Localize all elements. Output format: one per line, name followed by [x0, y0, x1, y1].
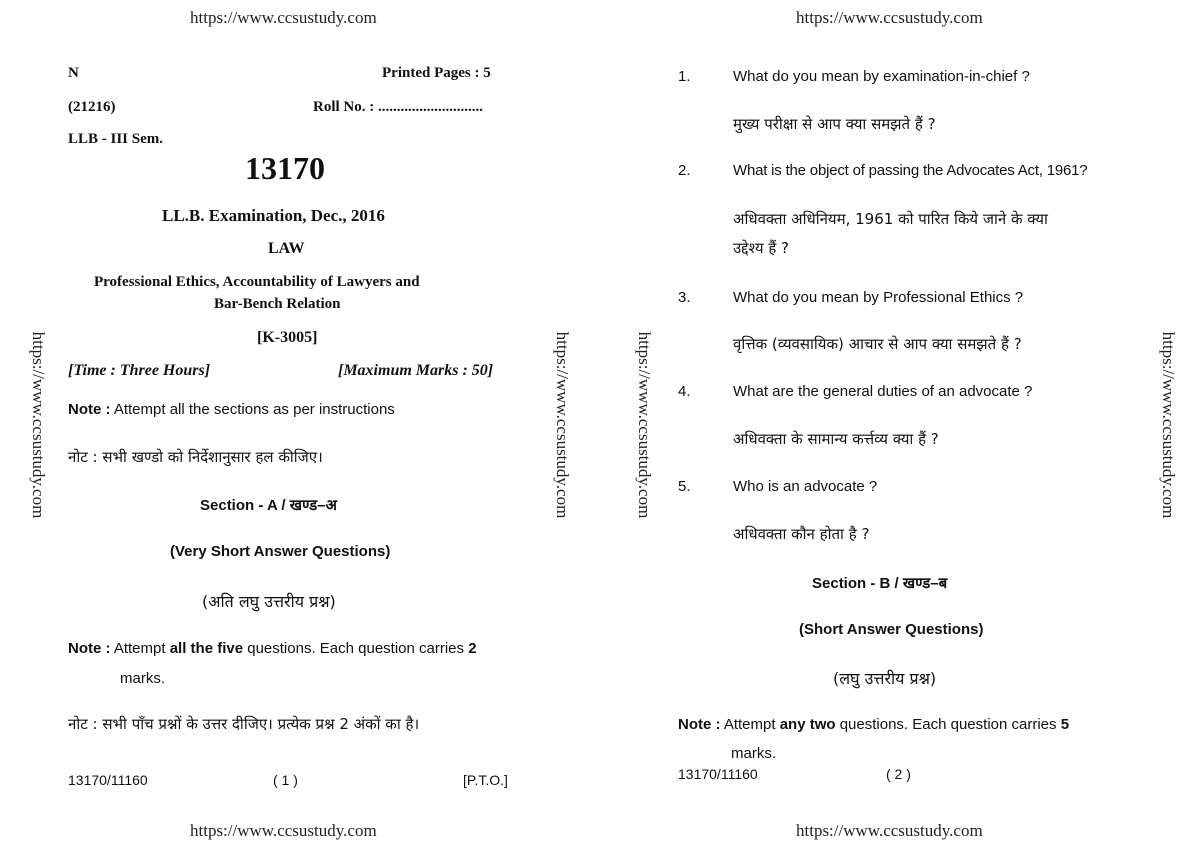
section-a-heading: Section - A / खण्ड–अ: [200, 497, 337, 514]
watermark-vertical-right-1: https://www.ccsustudy.com: [635, 331, 654, 519]
section-a-subheading: (Very Short Answer Questions): [170, 543, 391, 560]
paper-title-line1: Professional Ethics, Accountability of Lawyers and: [94, 274, 420, 290]
watermark-top-left: https://www.ccsustudy.com: [190, 8, 377, 27]
section-a-subheading-hindi: (अति लघु उत्तरीय प्रश्न): [202, 592, 336, 611]
footer-page-number: ( 1 ): [273, 772, 298, 788]
question-2-hindi-line1: अधिवक्ता अधिनियम, 1961 को पारित किये जाने के क्या: [733, 210, 1048, 228]
question-3-text: What do you mean by Professional Ethics ?: [733, 289, 1024, 306]
general-note-hindi: नोट : सभी खण्डो को निर्देशानुसार हल कीजिए।: [68, 448, 323, 466]
paper-code: [K-3005]: [257, 329, 318, 346]
question-4-text: What are the general duties of an advocate ?: [733, 383, 1033, 400]
watermark-bottom-right: https://www.ccsustudy.com: [796, 821, 983, 840]
question-5-number: 5.: [678, 478, 691, 495]
question-3-number: 3.: [678, 289, 691, 306]
section-a-note-cont: marks.: [120, 670, 165, 687]
max-marks: [Maximum Marks : 50]: [338, 362, 494, 379]
section-a-note-hindi: नोट : सभी पाँच प्रश्नों के उत्तर दीजिए। प्रत्येक प्रश्न 2 अंकों का है।: [68, 715, 420, 733]
question-5-text: Who is an advocate ?: [733, 478, 878, 495]
watermark-top-right: https://www.ccsustudy.com: [796, 8, 983, 27]
roll-no: Roll No. : ............................: [313, 99, 483, 115]
question-1-text: What do you mean by examination-in-chief ?: [733, 68, 1030, 85]
paper-title-line2: Bar-Bench Relation: [214, 296, 341, 312]
question-1-hindi: मुख्य परीक्षा से आप क्या समझते हैं ?: [733, 115, 936, 133]
question-5-hindi: अधिवक्ता कौन होता है ?: [733, 525, 870, 543]
question-1-number: 1.: [678, 68, 691, 85]
semester: LLB - III Sem.: [68, 131, 164, 147]
footer-code: 13170/11160: [68, 772, 148, 788]
printed-pages: Printed Pages : 5: [382, 65, 491, 81]
subject: LAW: [268, 240, 305, 257]
watermark-bottom-left: https://www.ccsustudy.com: [190, 821, 377, 840]
footer-code-2: 13170/11160: [678, 766, 758, 782]
paper-code-number: (21216): [68, 99, 116, 115]
general-note: Note : Attempt all the sections as per instructions: [68, 401, 395, 418]
watermark-vertical-right-2: https://www.ccsustudy.com: [1159, 331, 1178, 519]
question-2-hindi-line2: उद्देश्य हैं ?: [733, 239, 790, 257]
question-4-hindi: अधिवक्ता के सामान्य कर्त्तव्य क्या हैं ?: [733, 430, 939, 448]
exam-title: LL.B. Examination, Dec., 2016: [162, 206, 385, 225]
question-2-number: 2.: [678, 162, 691, 179]
series-letter: N: [68, 65, 79, 81]
question-3-hindi: वृत्तिक (व्यवसायिक) आचार से आप क्या समझते हैं ?: [733, 335, 1022, 353]
question-4-number: 4.: [678, 383, 691, 400]
section-b-subheading-hindi: (लघु उत्तरीय प्रश्न): [833, 669, 937, 688]
watermark-vertical-left-2: https://www.ccsustudy.com: [553, 331, 572, 519]
paper-number: 13170: [245, 150, 325, 186]
question-2-text: What is the object of passing the Advocates Act, 1961?: [733, 162, 1088, 179]
section-a-note: Note : Attempt all the five questions. Each question carries 2: [68, 640, 477, 657]
footer-page-number-2: ( 2 ): [886, 766, 911, 782]
footer-pto: [P.T.O.]: [463, 772, 508, 788]
time-allowed: [Time : Three Hours]: [68, 362, 211, 379]
section-b-heading: Section - B / खण्ड–ब: [812, 575, 948, 592]
section-b-note: Note : Attempt any two questions. Each question carries 5: [678, 716, 1070, 733]
watermark-vertical-left-1: https://www.ccsustudy.com: [29, 331, 48, 519]
section-b-subheading: (Short Answer Questions): [799, 621, 984, 638]
section-b-note-cont: marks.: [731, 745, 776, 762]
